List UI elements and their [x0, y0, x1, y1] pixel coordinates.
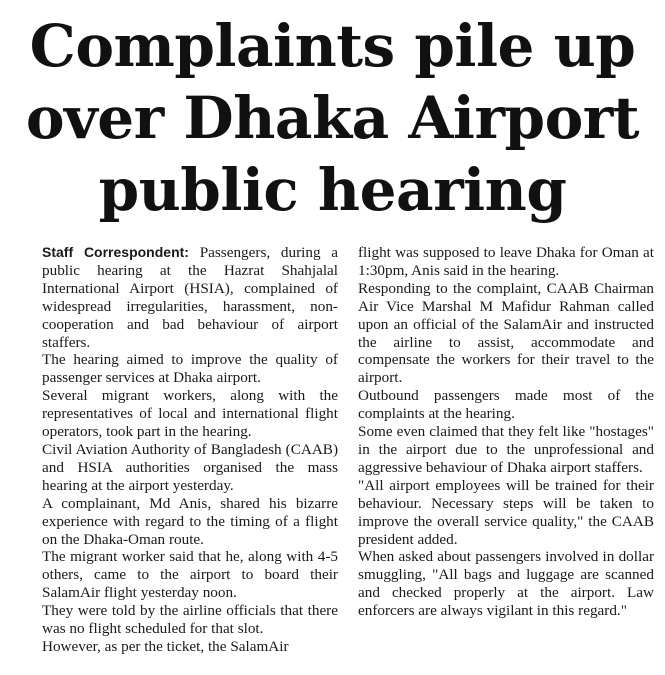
paragraph: "All airport employees will be trained for their behaviour. Necessary steps will be taken to improve the overall service quality," the CAAB president added. [358, 476, 654, 548]
paragraph: The migrant worker said that he, along with 4-5 others, came to the airport to board their SalamAir flight yesterday noon. [42, 548, 338, 602]
paragraph: However, as per the ticket, the SalamAir [42, 637, 289, 655]
paragraph: A complainant, Md Anis, shared his bizarre experience with regard to the timing of a flight on the Dhaka-Oman route. [42, 494, 338, 548]
paragraph: Outbound passengers made most of the complaints at the hearing. [358, 387, 654, 423]
paragraph: Several migrant workers, along with the representatives of local and international flight operators, took part in the hearing. [42, 387, 338, 441]
headline-line: Complaints pile up [29, 12, 636, 80]
paragraph: They were told by the airline officials that there was no flight scheduled for that slot. [42, 602, 338, 638]
paragraph: Some even claimed that they felt like "hostages" in the airport due to the unprofessional and aggressive behaviour of Dhaka airport staffers. [358, 423, 654, 476]
headline-line: over Dhaka Airport [25, 84, 640, 152]
paragraph [42, 244, 338, 351]
headline [0, 10, 665, 226]
paragraph: The hearing aimed to improve the quality of passenger services at Dhaka airport. [42, 351, 338, 387]
paragraph: Responding to the complaint, CAAB Chairman Air Vice Marshal M Mafidur Rahman called upon an official of the SalamAir and instructed the airline to assist, accommodate and compensate the workers for their travel to the airport. [358, 279, 654, 387]
column-right [358, 244, 654, 656]
paragraph-text: Passengers, during a public hearing at the Hazrat Shahjalal International Airport (HSIA), complained of widespread irregularities, harassment, non-cooperation and bad behaviour of airport staffers. [42, 244, 339, 351]
paragraph: flight was supposed to leave Dhaka for Oman at 1:30pm, Anis said in the hearing. [358, 244, 654, 279]
paragraph: Civil Aviation Authority of Bangladesh (CAAB) and HSIA authorities organised the mass hearing at the airport yesterday. [42, 440, 338, 494]
paragraph: When asked about passengers involved in dollar smuggling, "All bags and luggage are scanned and checked properly at the airport. Law enforcers are always vigilant in this regard." [358, 548, 654, 620]
article-body [42, 244, 654, 656]
headline-line: public hearing [98, 156, 567, 224]
byline: Staff Correspondent: [42, 244, 189, 260]
column-left [42, 244, 338, 656]
